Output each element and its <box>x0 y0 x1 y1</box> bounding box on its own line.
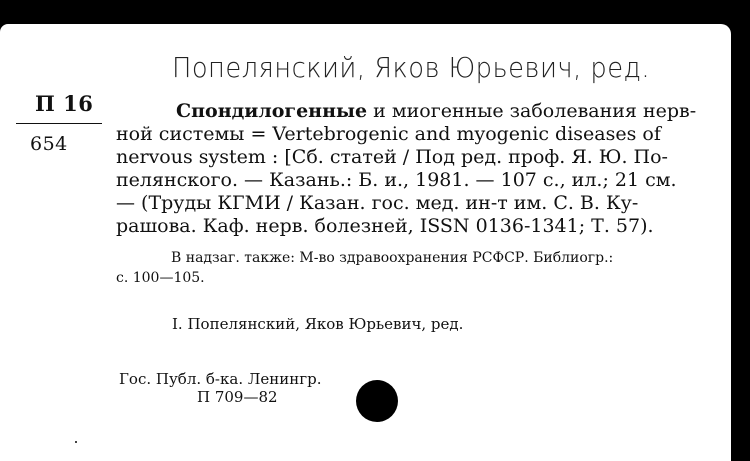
note-line: В надзаг. также: М-во здравоохранения РСФСР. Библиогр.: <box>171 250 614 266</box>
library-name: Гос. Публ. б-ка. Ленингр. <box>119 370 322 388</box>
speck <box>75 441 77 443</box>
call-number-bottom: 654 <box>30 133 68 155</box>
tracing: I. Попелянский, Яков Юрьевич, ред. <box>172 315 464 333</box>
note-line: с. 100—105. <box>116 270 205 286</box>
catalog-card <box>0 24 731 461</box>
call-number-top: П 16 <box>35 91 94 116</box>
entry-line-text: и миогенные заболевания нерв- <box>367 100 697 122</box>
bibliographic-entry <box>116 100 696 238</box>
entry-line: ной системы = Vertebrogenic and myogenic diseases of <box>116 123 661 145</box>
entry-line: пелянского. — Казань.: Б. и., 1981. — 107 с., ил.; 21 см. <box>116 169 677 191</box>
entry-line <box>116 100 696 123</box>
card-punch-hole <box>356 380 398 422</box>
call-number-divider <box>16 123 102 124</box>
entry-line: — (Труды КГМИ / Казан. гос. мед. ин-т им. С. В. Ку- <box>116 192 639 214</box>
entry-line: рашова. Каф. нерв. болезней, ISSN 0136-1341; Т. 57). <box>116 215 654 237</box>
library-stamp <box>119 370 321 406</box>
library-code: П 709—82 <box>197 388 278 406</box>
entry-note <box>116 248 696 288</box>
entry-title-bold: Спондилогенные <box>176 100 368 122</box>
entry-line: nervous system : [Сб. статей / Под ред. проф. Я. Ю. По- <box>116 146 668 168</box>
handwritten-heading: Попелянский, Яков Юрьевич, ред. <box>172 51 651 84</box>
